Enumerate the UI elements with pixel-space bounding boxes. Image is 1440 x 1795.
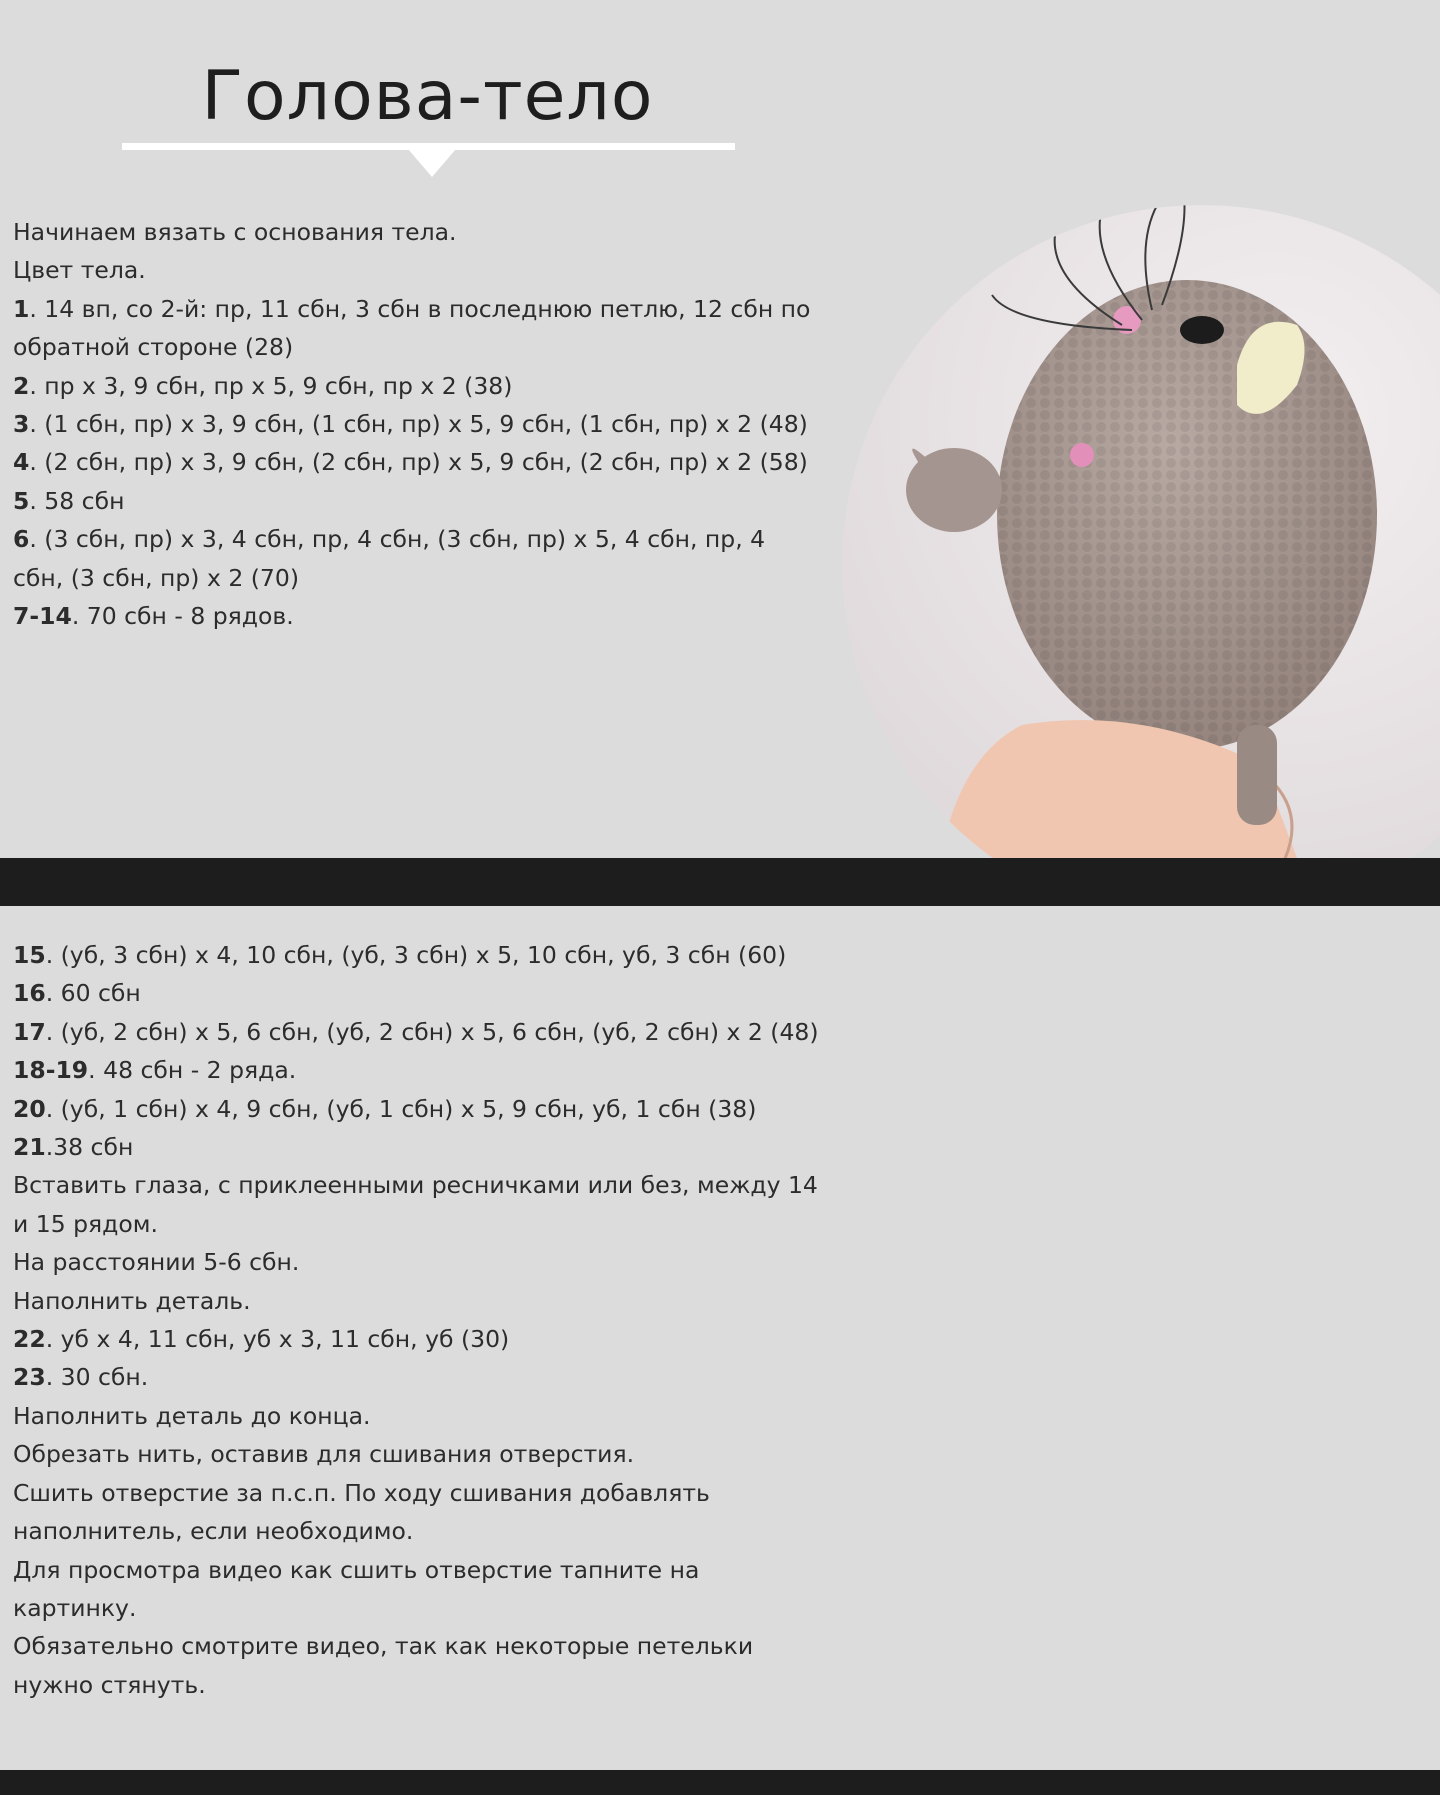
pattern-line [13, 1282, 863, 1320]
pattern-line [13, 1243, 863, 1281]
pattern-line [13, 290, 863, 328]
pattern-line [13, 1512, 863, 1550]
page-title: Голова-тело [201, 57, 654, 136]
row-number: 23 [13, 1363, 46, 1392]
pattern-line [13, 1128, 863, 1166]
toy-photo-beige[interactable] [842, 205, 1440, 858]
row-instruction: . 14 вп, со 2-й: пр, 11 сбн, 3 сбн в последнюю петлю, 12 сбн по [29, 294, 811, 323]
pattern-line [13, 1013, 863, 1051]
row-instruction: Наполнить деталь до конца. [13, 1401, 371, 1430]
pattern-line [13, 520, 863, 558]
row-number: 22 [13, 1325, 46, 1354]
pattern-line [13, 1051, 863, 1089]
instruction-panel-bottom [0, 906, 1440, 1770]
row-instruction: . 60 сбн [45, 979, 141, 1008]
row-number: 15 [13, 941, 46, 969]
row-instruction: . 48 сбн - 2 ряда. [88, 1056, 297, 1085]
row-instruction: . 58 сбн [29, 486, 125, 515]
pattern-line [13, 974, 863, 1012]
row-number: 4 [13, 448, 30, 477]
pattern-line [13, 1397, 863, 1435]
row-number: 2 [13, 371, 30, 400]
pattern-line [13, 405, 863, 443]
row-instruction: Вставить глаза, с приклеенными ресничками или без, между 14 [13, 1171, 818, 1200]
pattern-line [13, 1551, 863, 1589]
pattern-line [13, 328, 863, 366]
pattern-line [13, 367, 863, 405]
row-instruction: .38 сбн [45, 1133, 134, 1162]
row-instruction: наполнитель, если необходимо. [13, 1517, 414, 1546]
row-instruction: . (уб, 3 сбн) х 4, 10 сбн, (уб, 3 сбн) х 5, 10 сбн, уб, 3 сбн (60) [45, 941, 787, 969]
row-number: 3 [13, 410, 30, 439]
pattern-line [13, 213, 863, 251]
pattern-line [13, 1205, 863, 1243]
row-instruction: На расстоянии 5-6 сбн. [13, 1248, 300, 1277]
row-instruction: . 30 сбн. [45, 1363, 149, 1392]
row-instruction: . (уб, 2 сбн) х 5, 6 сбн, (уб, 2 сбн) х 5, 6 сбн, (уб, 2 сбн) х 2 (48) [45, 1017, 819, 1046]
row-instruction: Сшить отверстие за п.с.п. По ходу сшивания добавлять [13, 1478, 710, 1507]
pattern-rows-part-2 [13, 936, 863, 1704]
instruction-panel-top [0, 0, 1440, 858]
row-instruction: . уб х 4, 11 сбн, уб х 3, 11 сбн, уб (30) [45, 1325, 510, 1354]
pattern-line [13, 1320, 863, 1358]
pattern-line [13, 1474, 863, 1512]
pattern-line [13, 1090, 863, 1128]
row-instruction: . пр х 3, 9 сбн, пр х 5, 9 сбн, пр х 2 (38) [29, 371, 513, 400]
pattern-line [13, 443, 863, 481]
pattern-rows-part-1 [13, 213, 863, 635]
row-instruction: . 70 сбн - 8 рядов. [71, 602, 294, 631]
row-instruction: . (уб, 1 сбн) х 4, 9 сбн, (уб, 1 сбн) х 5, 9 сбн, уб, 1 сбн (38) [45, 1094, 757, 1123]
row-instruction: сбн, (3 сбн, пр) х 2 (70) [13, 563, 299, 592]
row-number: 18-19 [13, 1056, 89, 1085]
pattern-line [13, 597, 863, 635]
pattern-line [13, 936, 863, 974]
row-instruction: нужно стянуть. [13, 1670, 206, 1699]
row-number: 1 [13, 294, 30, 323]
pattern-line [13, 1435, 863, 1473]
row-number: 20 [13, 1094, 46, 1123]
row-instruction: Цвет тела. [13, 256, 146, 285]
row-number: 17 [13, 1017, 46, 1046]
title-pointer [408, 149, 456, 177]
pattern-line [13, 1666, 863, 1704]
pattern-line [13, 1589, 863, 1627]
pattern-line [13, 1627, 863, 1665]
row-number: 5 [13, 486, 30, 515]
pattern-line [13, 251, 863, 289]
row-instruction: и 15 рядом. [13, 1209, 158, 1238]
row-instruction: Обязательно смотрите видео, так как некоторые петельки [13, 1632, 754, 1661]
row-instruction: обратной стороне (28) [13, 333, 294, 362]
pattern-line [13, 1166, 863, 1204]
row-instruction: картинку. [13, 1593, 137, 1622]
bottom-divider [0, 1770, 1440, 1795]
row-instruction: Обрезать нить, оставив для сшивания отверстия. [13, 1440, 635, 1469]
row-number: 7-14 [13, 602, 72, 631]
row-number: 16 [13, 979, 46, 1008]
row-instruction: Наполнить деталь. [13, 1286, 251, 1315]
row-number: 6 [13, 525, 30, 554]
row-number: 21 [13, 1133, 46, 1162]
pattern-line [13, 482, 863, 520]
section-divider [0, 858, 1440, 906]
pattern-line [13, 1358, 863, 1396]
pattern-line [13, 559, 863, 597]
row-instruction: . (1 сбн, пр) х 3, 9 сбн, (1 сбн, пр) х 5, 9 сбн, (1 сбн, пр) х 2 (48) [29, 410, 808, 439]
row-instruction: . (3 сбн, пр) х 3, 4 сбн, пр, 4 сбн, (3 сбн, пр) х 5, 4 сбн, пр, 4 [29, 525, 766, 554]
row-instruction: Для просмотра видео как сшить отверстие тапните на [13, 1555, 700, 1584]
row-instruction: . (2 сбн, пр) х 3, 9 сбн, (2 сбн, пр) х 5, 9 сбн, (2 сбн, пр) х 2 (58) [29, 448, 808, 477]
row-instruction: Начинаем вязать с основания тела. [13, 218, 457, 246]
amigurumi-photo-illustration [842, 205, 1440, 858]
